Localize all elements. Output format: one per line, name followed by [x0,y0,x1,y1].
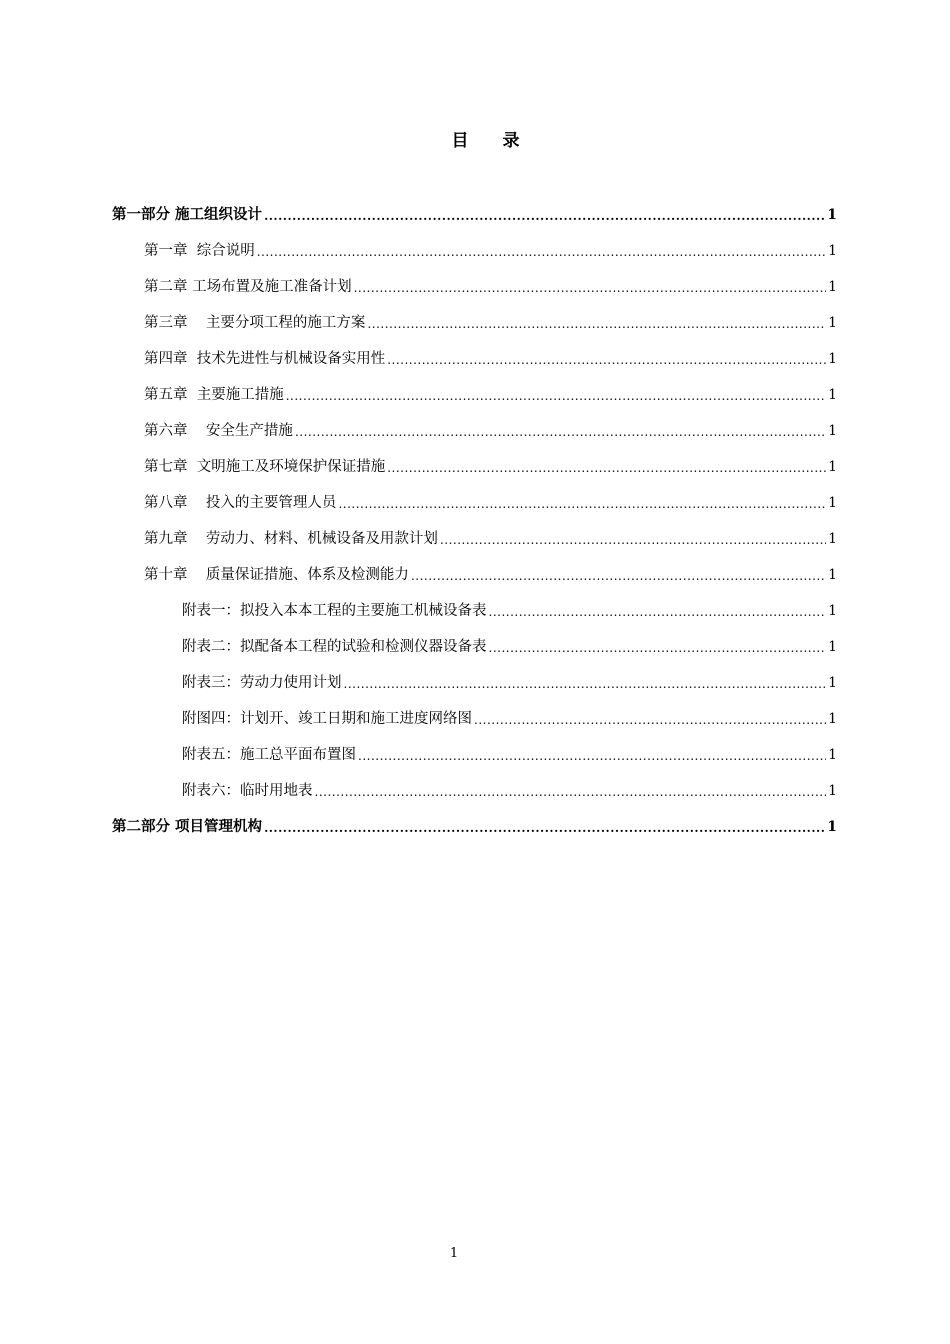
toc-dot-leader [411,568,826,584]
toc-entry-page: 1 [828,387,837,403]
toc-entry[interactable] [144,416,837,440]
toc-entry[interactable] [144,272,837,296]
toc-entry-label: 第十章 质量保证措施、体系及检测能力 [144,567,409,583]
toc-entry[interactable] [144,524,837,548]
toc-entry-page: 1 [828,279,837,295]
toc-entry[interactable] [144,488,837,512]
toc-entry[interactable] [182,632,837,656]
toc-entry[interactable] [144,344,837,368]
toc-dot-leader [489,640,827,656]
toc-entry[interactable] [112,812,837,836]
toc-dot-leader [338,496,826,512]
toc-entry-label: 第一部分 施工组织设计 [112,206,263,223]
toc-entry-label: 第二章 工场布置及施工准备计划 [144,279,352,295]
toc-dot-leader [474,712,826,728]
toc-entry[interactable] [182,776,837,800]
toc-entry[interactable] [144,380,837,404]
toc-entry-label: 第一章 综合说明 [144,243,255,259]
toc-entry-label: 第七章 文明施工及环境保护保证措施 [144,459,386,475]
page-footer-number: 1 [449,1246,459,1261]
toc-entry-label: 附表三：劳动力使用计划 [182,675,342,691]
toc-entry-page: 1 [828,567,837,583]
toc-entry-page: 1 [828,531,837,547]
toc-entry-page: 1 [827,207,837,223]
toc-entry-label: 第九章 劳动力、材料、机械设备及用款计划 [144,531,438,547]
toc-entry-page: 1 [828,351,837,367]
toc-entry[interactable] [182,704,837,728]
toc-entry-page: 1 [828,711,837,727]
toc-dot-leader [315,784,827,800]
toc-entry-page: 1 [828,243,837,259]
toc-entry-page: 1 [828,783,837,799]
toc-entry-page: 1 [828,639,837,655]
toc-entry[interactable] [182,596,837,620]
toc-entry-label: 附表六：临时用地表 [182,783,313,799]
toc-entry-page: 1 [828,423,837,439]
toc-entry[interactable] [144,308,837,332]
toc-entry-page: 1 [827,819,837,835]
toc-entry-label: 第五章 主要施工措施 [144,387,284,403]
toc-dot-leader [286,388,826,404]
toc-entry-label: 附表二：拟配备本工程的试验和检测仪器设备表 [182,639,487,655]
toc-entry[interactable] [144,452,837,476]
toc-dot-leader [387,352,826,368]
toc-dot-leader [257,244,826,260]
toc-entry-label: 第八章 投入的主要管理人员 [144,495,337,511]
toc-entry-label: 第三章 主要分项工程的施工方案 [144,315,366,331]
toc-entry[interactable] [112,200,837,224]
toc-dot-leader [354,280,826,296]
toc-entry[interactable] [144,236,837,260]
page-title: 目 录 [451,131,534,151]
toc-dot-leader [264,208,825,224]
toc-dot-leader [295,424,826,440]
toc-dot-leader [489,604,827,620]
toc-entry-label: 附表一：拟投入本本工程的主要施工机械设备表 [182,603,487,619]
toc-entry-label: 第二部分 项目管理机构 [112,818,263,835]
toc-entry-label: 第四章 技术先进性与机械设备实用性 [144,351,386,367]
toc-entry-label: 附图四：计划开、竣工日期和施工进度网络图 [182,711,472,727]
toc-dot-leader [387,460,826,476]
toc-dot-leader [344,676,827,692]
toc-entry-page: 1 [828,459,837,475]
toc-entry-page: 1 [828,675,837,691]
toc-entry[interactable] [182,740,837,764]
toc-dot-leader [440,532,826,548]
toc-entry-page: 1 [828,747,837,763]
toc-entry-page: 1 [828,603,837,619]
toc-entry-page: 1 [828,315,837,331]
toc-dot-leader [264,820,825,836]
toc-dot-leader [367,316,826,332]
toc-entry[interactable] [182,668,837,692]
toc-entry-label: 第六章 安全生产措施 [144,423,293,439]
toc-entry-label: 附表五：施工总平面布置图 [182,747,356,763]
toc-entry[interactable] [144,560,837,584]
toc-entry-page: 1 [828,495,837,511]
toc-dot-leader [358,748,826,764]
